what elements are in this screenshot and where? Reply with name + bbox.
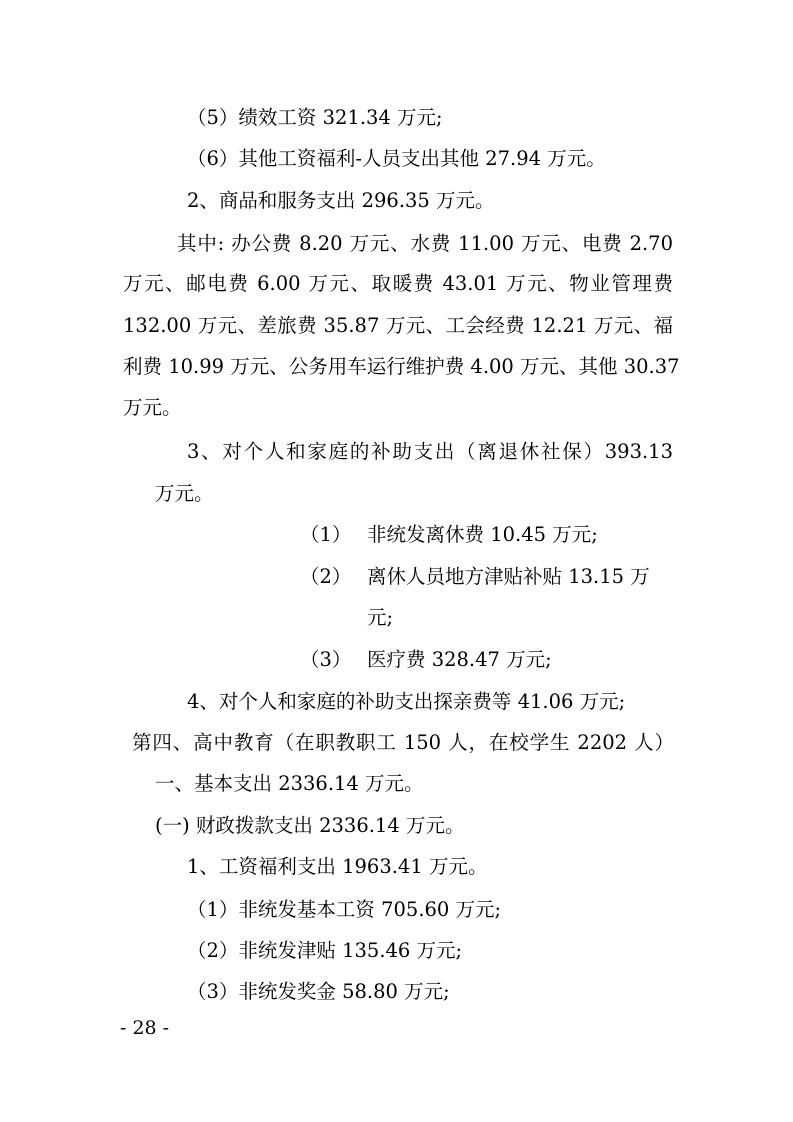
text-line-medical-fee: 医疗费 328.47 万元; bbox=[367, 648, 552, 671]
text-line-local-allowance: 离休人员地方津贴补贴 13.15 万 bbox=[367, 565, 650, 588]
text-line-goods-services: 2、商品和服务支出 296.35 万元。 bbox=[187, 189, 495, 212]
item-number-2: （2） bbox=[300, 565, 352, 588]
text-line-family-subsidy-cont: 万元。 bbox=[155, 482, 214, 505]
text-line-basic-wage: （1）非统发基本工资 705.60 万元; bbox=[187, 898, 502, 921]
text-line-basic-expenditure: 一、基本支出 2336.14 万元。 bbox=[155, 772, 424, 795]
text-line-detail-2: 万元、邮电费 6.00 万元、取暖费 43.01 万元、物业管理费 bbox=[123, 272, 673, 295]
text-line-detail-4: 利费 10.99 万元、公务用车运行维护费 4.00 万元、其他 30.37 bbox=[123, 355, 680, 378]
text-line-detail-5: 万元。 bbox=[123, 396, 182, 419]
text-line-fiscal-appropriation: (一) 财政拨款支出 2336.14 万元。 bbox=[155, 814, 465, 837]
item-number-1: （1） bbox=[300, 523, 352, 546]
text-line-bonus: （3）非统发奖金 58.80 万元; bbox=[187, 980, 450, 1003]
section-heading-high-school: 第四、高中教育（在职教职工 150 人，在校学生 2202 人） bbox=[132, 731, 674, 754]
text-line-allowance: （2）非统发津贴 135.46 万元; bbox=[187, 939, 463, 962]
page-number: - 28 - bbox=[120, 1017, 170, 1039]
item-number-3: （3） bbox=[300, 648, 352, 671]
text-line-retirement-fee: 非统发离休费 10.45 万元; bbox=[367, 523, 598, 546]
text-line-wage-welfare: 1、工资福利支出 1963.41 万元。 bbox=[187, 855, 488, 878]
text-line-family-leave: 4、对个人和家庭的补助支出探亲费等 41.06 万元; bbox=[187, 690, 626, 713]
text-line-other-wages: （6）其他工资福利-人员支出其他 27.94 万元。 bbox=[187, 147, 606, 170]
text-line-family-subsidy: 3、对个人和家庭的补助支出（离退休社保）393.13 bbox=[187, 440, 673, 463]
text-line-detail-1: 其中: 办公费 8.20 万元、水费 11.00 万元、电费 2.70 bbox=[177, 232, 673, 255]
text-line-detail-3: 132.00 万元、差旅费 35.87 万元、工会经费 12.21 万元、福 bbox=[123, 314, 673, 337]
text-line-local-allowance-cont: 元; bbox=[367, 606, 394, 629]
text-line-performance-pay: （5）绩效工资 321.34 万元; bbox=[187, 106, 443, 129]
